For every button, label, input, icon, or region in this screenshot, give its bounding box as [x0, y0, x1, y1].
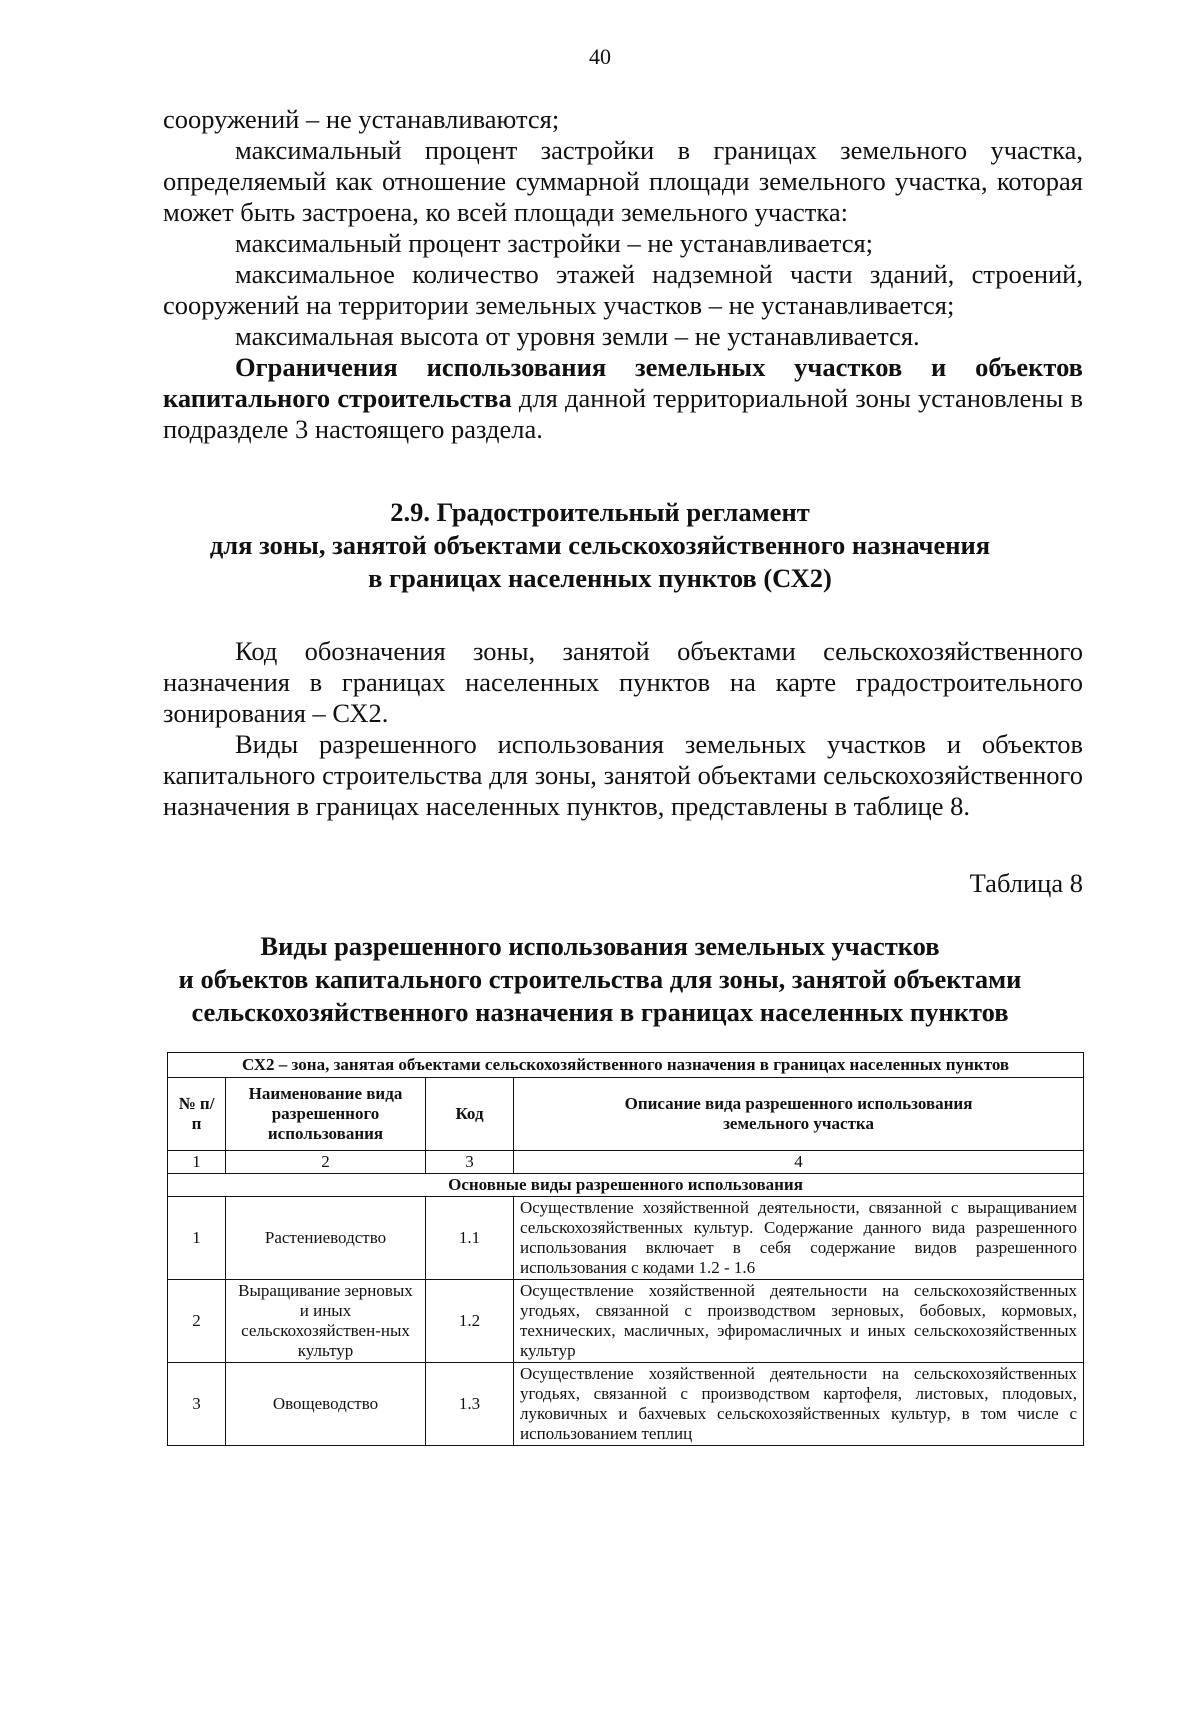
intro-text — [163, 104, 1083, 445]
table-section-row — [168, 1174, 1084, 1197]
body-text — [163, 636, 1083, 822]
col-header-num: № п/п — [168, 1078, 226, 1151]
section-heading — [0, 496, 1200, 595]
body-paragraph-1: Код обозначения зоны, занятой объектами сельскохозяйственного назначения в границах населенных пунктов на карте градостроительного зонирования – СХ2. — [163, 636, 1083, 728]
table-row — [168, 1197, 1084, 1280]
row-description: Осуществление хозяйственной деятельности, связанной с выращиванием сельскохозяйственных культур. Содержание данного вида разрешенного использования включает в себя содержание видов разрешенного использования с кодами 1.2 - 1.6 — [514, 1197, 1084, 1280]
table-title-line-1: Виды разрешенного использования земельных участков — [260, 931, 940, 961]
intro-line-1: сооружений – не устанавливаются; — [163, 104, 560, 134]
restrictions-bold-text: Ограничения использования земельных участков и объектов капитального строительства — [163, 352, 1083, 413]
permitted-use-table — [167, 1052, 1084, 1446]
row-description: Осуществление хозяйственной деятельности на сельскохозяйственных угодьях, связанной с производством зерновых, бобовых, кормовых, технических, масличных, эфиромасличных и иных сельскохозяйственных культур — [514, 1280, 1084, 1363]
table-row — [168, 1280, 1084, 1363]
intro-paragraph-5: максимальная высота от уровня земли – не устанавливается. — [235, 321, 920, 351]
body-paragraph-2: Виды разрешенного использования земельных участков и объектов капитального строительства для зоны, занятой объектами сельскохозяйственного назначения в границах населенных пунктов, представлены в таблице 8. — [163, 729, 1083, 821]
row-code: 1.1 — [426, 1197, 514, 1280]
row-code: 1.3 — [426, 1363, 514, 1446]
zone-header-cell: СХ2 – зона, занятая объектами сельскохозяйственного назначения в границах населенных пунктов — [168, 1053, 1084, 1078]
table-column-header-row — [168, 1078, 1084, 1151]
intro-paragraph-3: максимальный процент застройки – не устанавливается; — [235, 228, 874, 258]
table-title — [0, 930, 1200, 1029]
row-num: 1 — [168, 1197, 226, 1280]
col-number-3: 3 — [426, 1151, 514, 1174]
row-num: 3 — [168, 1363, 226, 1446]
section-row-cell: Основные виды разрешенного использования — [168, 1174, 1084, 1197]
section-heading-line-1: 2.9. Градостроительный регламент — [390, 497, 810, 527]
col-number-1: 1 — [168, 1151, 226, 1174]
row-name: Овощеводство — [226, 1363, 426, 1446]
table-caption: Таблица 8 — [969, 868, 1083, 898]
row-name: Выращивание зерновых и иных сельскохозяйствен-ных культур — [226, 1280, 426, 1363]
row-num: 2 — [168, 1280, 226, 1363]
row-name: Растениеводство — [226, 1197, 426, 1280]
section-heading-line-3: в границах населенных пунктов (СХ2) — [368, 563, 832, 593]
table-zone-header-row — [168, 1053, 1084, 1078]
intro-paragraph-2: максимальный процент застройки в границах земельного участка, определяемый как отношение суммарной площади земельного участка, которая может быть застроена, ко всей площади земельного участка: — [163, 135, 1083, 227]
row-description: Осуществление хозяйственной деятельности на сельскохозяйственных угодьях, связанной с производством картофеля, листовых, плодовых, луковичных и бахчевых сельскохозяйственных культур, в том числе с использованием теплиц — [514, 1363, 1084, 1446]
page-number: 40 — [589, 44, 611, 69]
intro-paragraph-4: максимальное количество этажей надземной части зданий, строений, сооружений на территории земельных участков – не устанавливается; — [163, 259, 1083, 320]
col-header-name: Наименование вида разрешенного использования — [226, 1078, 426, 1151]
col-number-4: 4 — [514, 1151, 1084, 1174]
section-heading-line-2: для зоны, занятой объектами сельскохозяйственного назначения — [209, 530, 991, 560]
intro-paragraph-6 — [163, 352, 1083, 445]
restrictions-rest-text: для данной территориальной зоны установлены в подразделе 3 настоящего раздела. — [163, 383, 1083, 444]
table-title-line-3: сельскохозяйственного назначения в границах населенных пунктов — [191, 997, 1009, 1027]
table-column-number-row — [168, 1151, 1084, 1174]
table-title-line-2: и объектов капитального строительства для зоны, занятой объектами — [178, 964, 1022, 994]
row-code: 1.2 — [426, 1280, 514, 1363]
col-header-desc: Описание вида разрешенного использования земельного участка — [514, 1078, 1084, 1151]
col-number-2: 2 — [226, 1151, 426, 1174]
col-header-code: Код — [426, 1078, 514, 1151]
table-row — [168, 1363, 1084, 1446]
